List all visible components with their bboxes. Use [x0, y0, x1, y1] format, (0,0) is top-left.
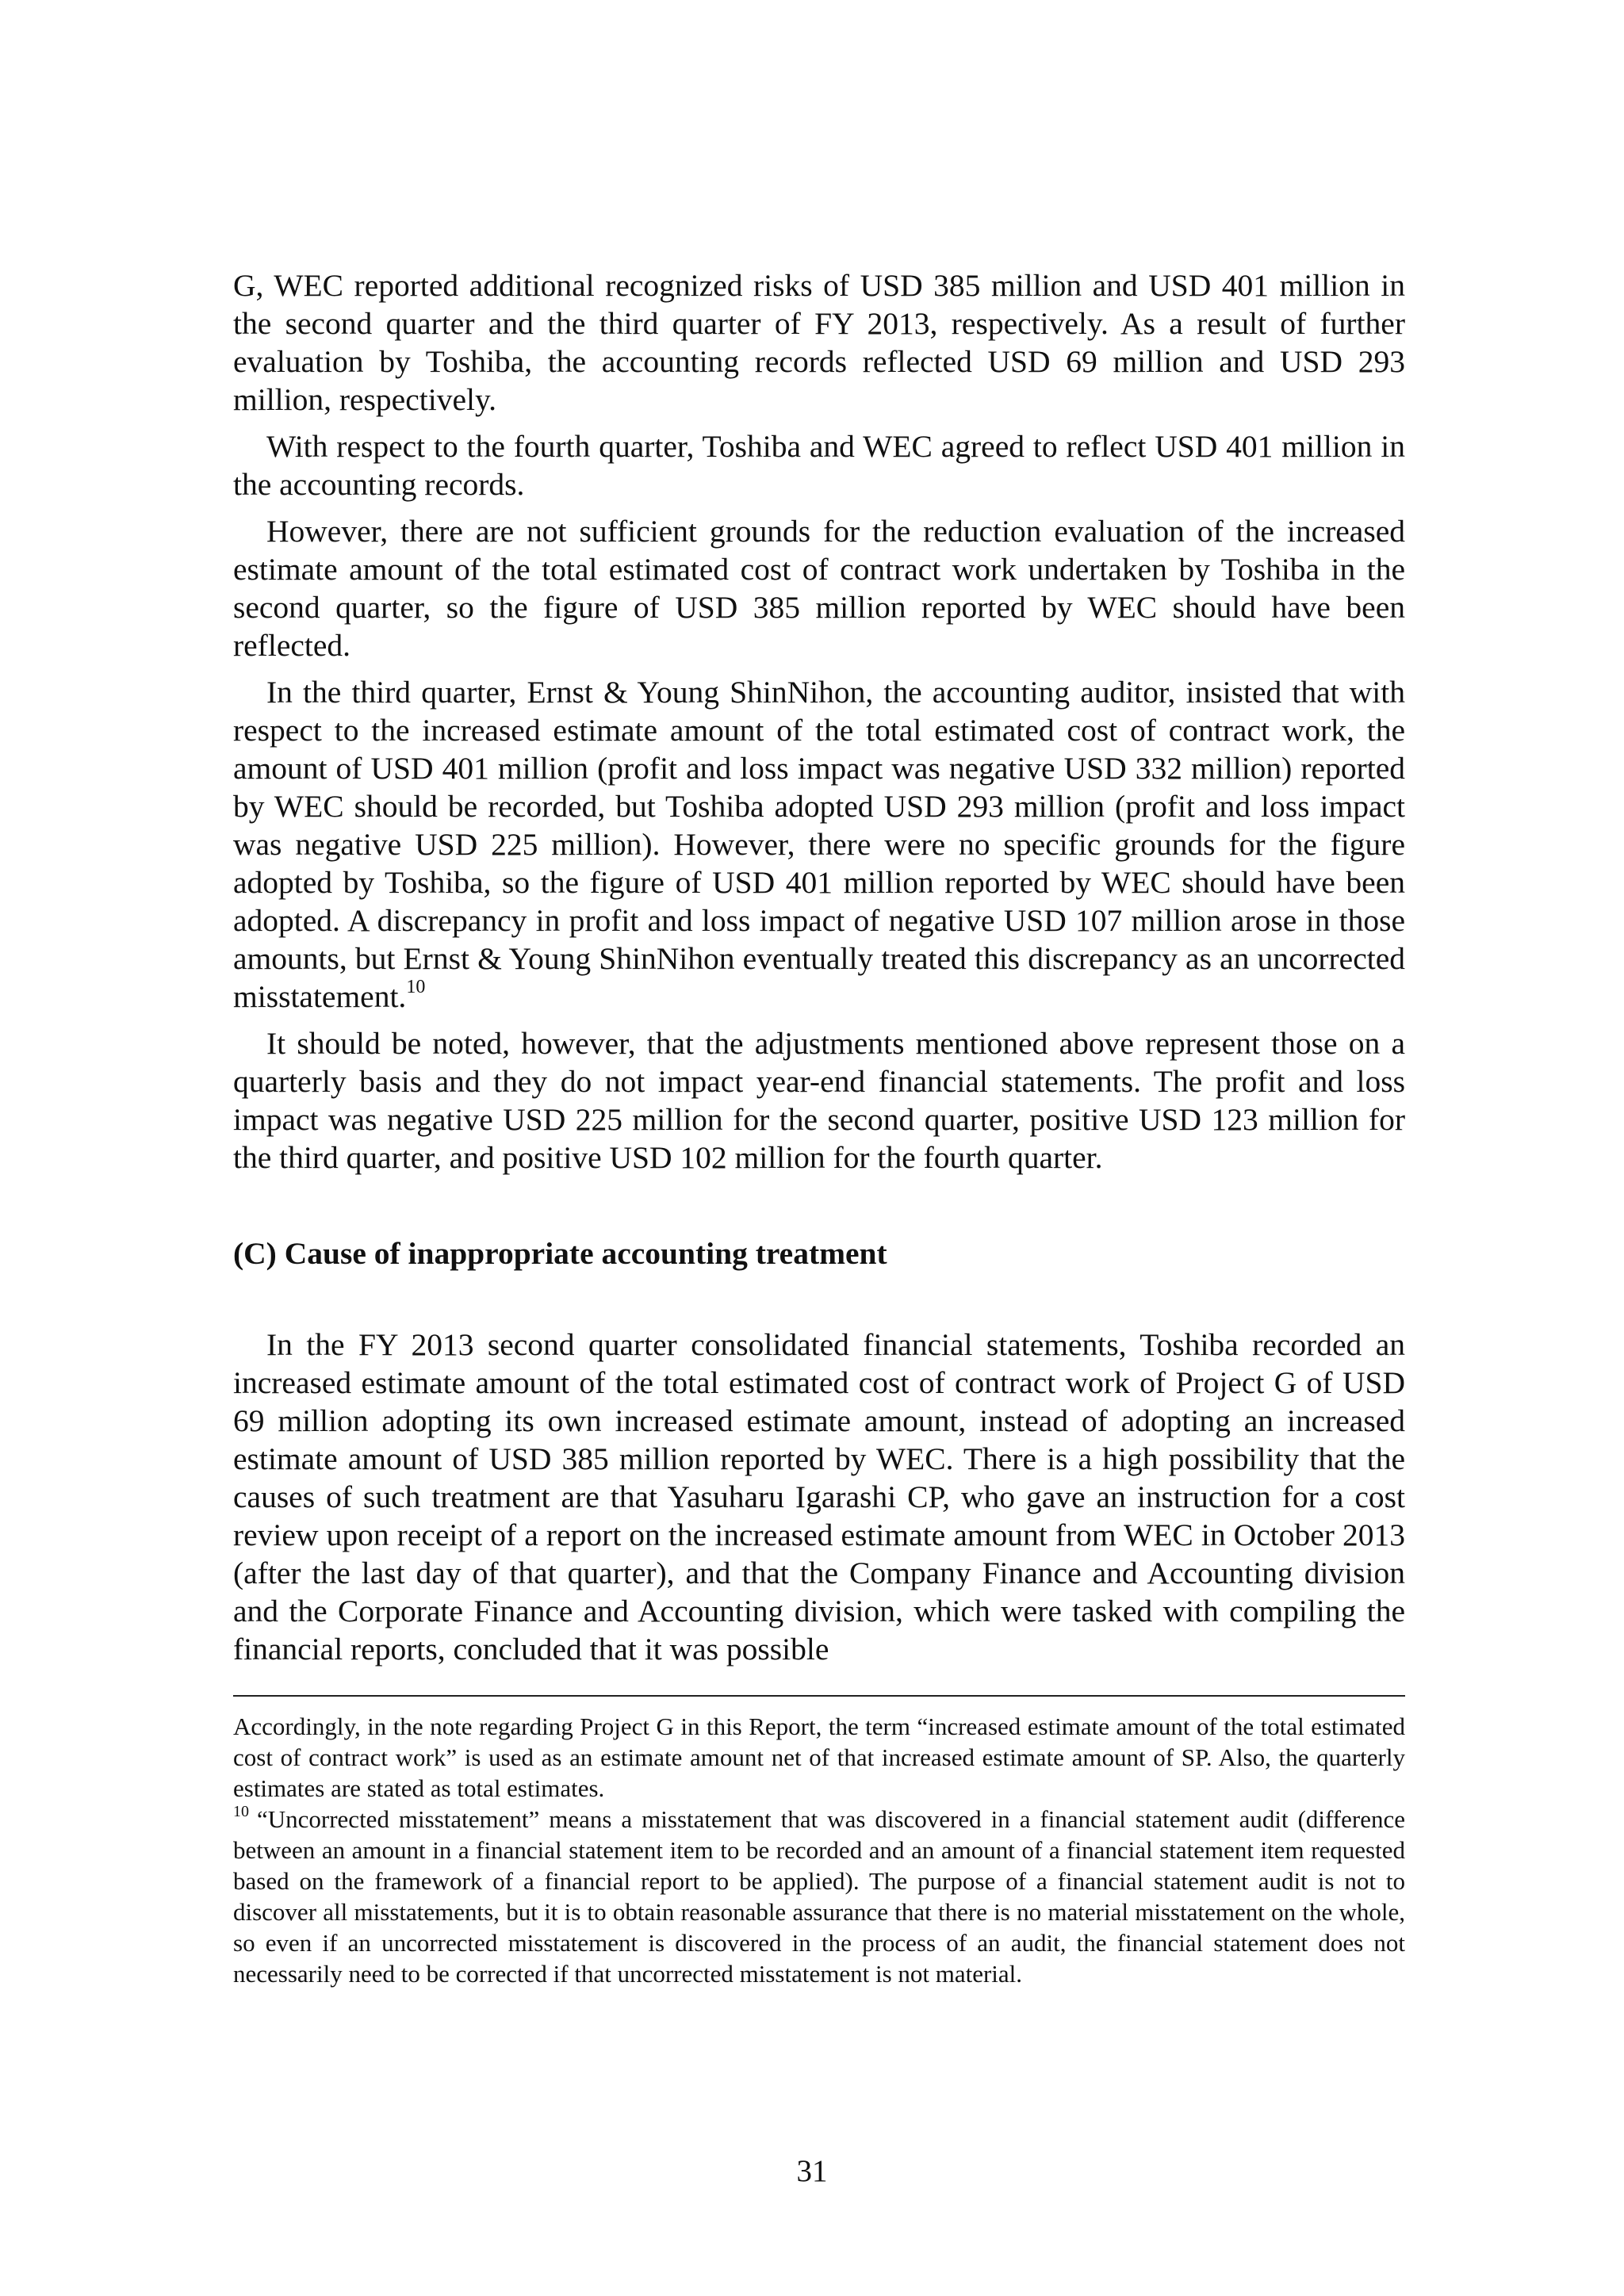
paragraph-continuation: G, WEC reported additional recognized risks of USD 385 million and USD 401 million in the second quarter and the third quarter of FY 2013, respectively. As a result of further evaluation by Toshiba, the accounting records reflected USD 69 million and USD 293 million, respectively.: [233, 268, 1405, 417]
paragraph-second-quarter: However, there are not sufficient grounds for the reduction evaluation of the increased estimate amount of the total estimated cost of contract work undertaken by Toshiba in the second quarter, so the figure of USD 385 million reported by WEC should have been reflected.: [233, 514, 1405, 663]
paragraph-adjustments: It should be noted, however, that the adjustments mentioned above represent those on a quarterly basis and they do not impact year-end financial statements. The profit and loss impact was negative USD 225 million for the second quarter, positive USD 123 million for the third quarter, and positive USD 102 million for the fourth quarter.: [233, 1026, 1405, 1175]
section-paragraph: In the FY 2013 second quarter consolidated financial statements, Toshiba recorded an increased estimate amount of the total estimated cost of contract work of Project G of USD 69 million adopting its own increased estimate amount, instead of adopting an increased estimate amount of USD 385 million reported by WEC. There is a high possibility that the causes of such treatment are that Yasuharu Igarashi CP, who gave an instruction for a cost review upon receipt of a report on the increased estimate amount from WEC in October 2013 (after the last day of that quarter), and that the Company Finance and Accounting division and the Corporate Finance and Accounting division, which were tasked with compiling the financial reports, concluded that it was possible: [233, 1327, 1405, 1667]
page-number: 31: [796, 2154, 828, 2188]
footnote-divider: [233, 1695, 1405, 1697]
footnote-continued: Accordingly, in the note regarding Project G in this Report, the term “increased estimate amount of the total estimated cost of contract work” is used as an estimate amount net of that increased estimate amount of SP. Also, the quarterly estimates are stated as total estimates.: [233, 1712, 1405, 1802]
paragraph-fourth-quarter: With respect to the fourth quarter, Toshiba and WEC agreed to reflect USD 401 million in the accounting records.: [233, 429, 1405, 502]
footnote-number: 10: [233, 1803, 249, 1820]
paragraph-third-quarter: [233, 673, 1405, 1016]
footnotes: [233, 1711, 1405, 1989]
footnote-10-text: “Uncorrected misstatement” means a misstatement that was discovered in a financial statement audit (difference between an amount in a financial statement item to be recorded and an amount of a financial statement item requested based on the framework of a financial report to be applied). The purpose of a financial statement audit is not to discover all misstatements, but it is to obtain reasonable assurance that there is no material misstatement on the whole, so even if an uncorrected misstatement is discovered in the process of an audit, the financial statement does not necessarily need to be corrected if that uncorrected misstatement is not material.: [233, 1805, 1405, 1988]
paragraph-third-quarter-text: In the third quarter, Ernst & Young ShinNihon, the accounting auditor, insisted that with respect to the increased estimate amount of the total estimated cost of contract work, the amount of USD 401 million (profit and loss impact was negative USD 332 million) reported by WEC should be recorded, but Toshiba adopted USD 293 million (profit and loss impact was negative USD 225 million). However, there were no specific grounds for the figure adopted by Toshiba, so the figure of USD 401 million reported by WEC should have been adopted. A discrepancy in profit and loss impact of negative USD 107 million arose in those amounts, but Ernst & Young ShinNihon eventually treated this discrepancy as an uncorrected misstatement.: [233, 675, 1405, 1014]
body-text: [233, 266, 1405, 1185]
footnote-10: [233, 1804, 1405, 1989]
footnote-reference[interactable]: 10: [406, 977, 426, 997]
section-heading: (C) Cause of inappropriate accounting treatment: [233, 1236, 887, 1271]
